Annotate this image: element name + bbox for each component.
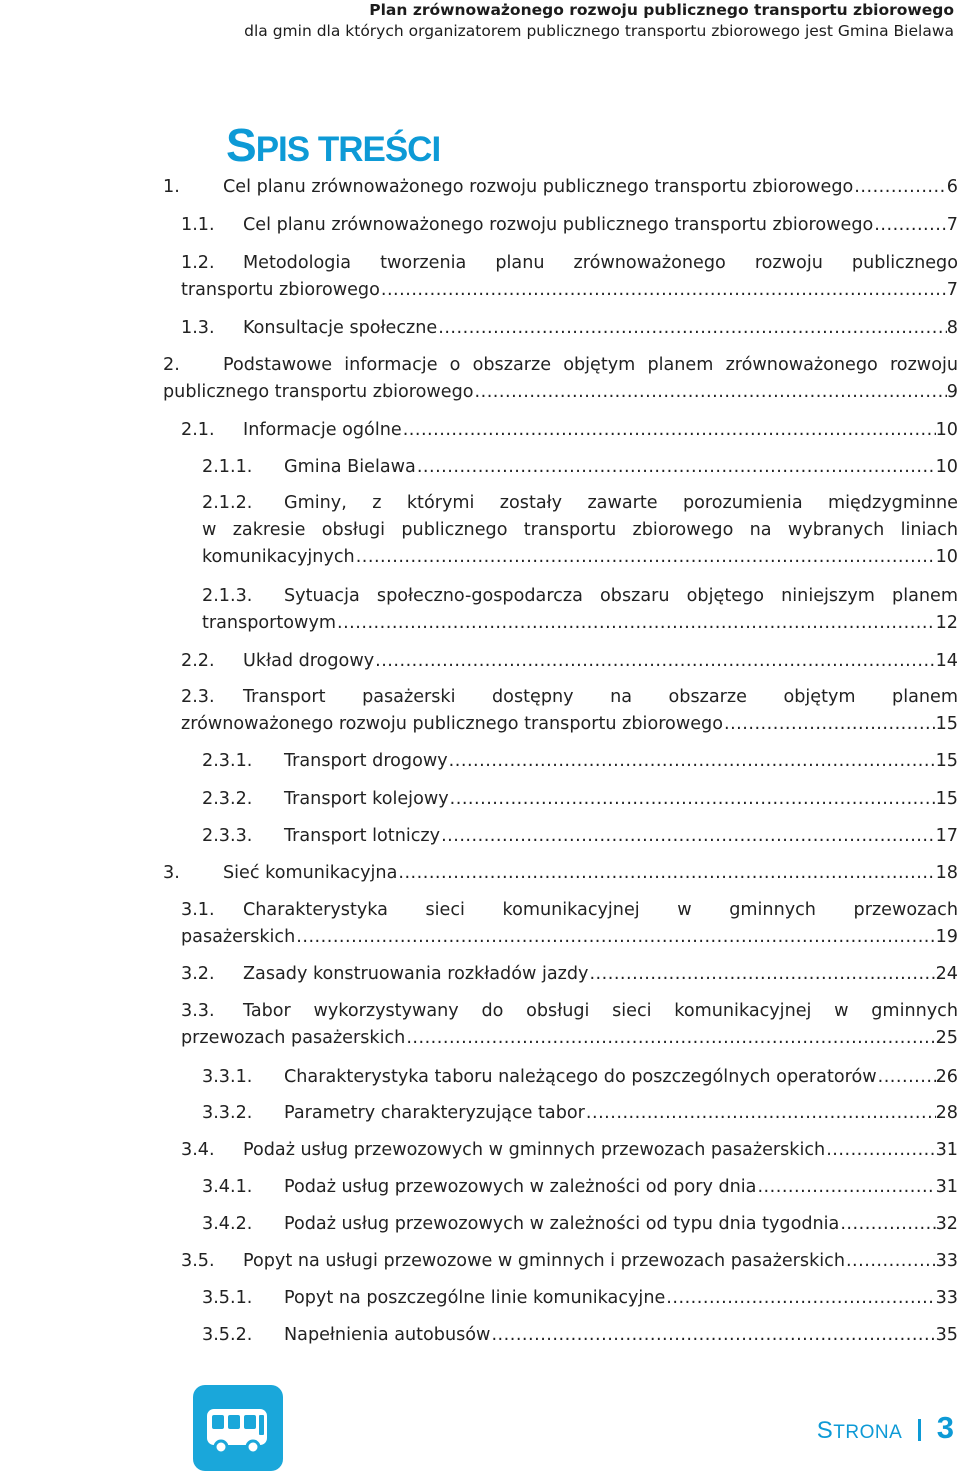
toc-entry[interactable] xyxy=(181,212,958,239)
toc-entry-text-line: w zakresie obsługi publicznego transportu zbiorowego na wybranych liniach xyxy=(202,520,958,540)
toc-entry-number: 2.1.3. xyxy=(202,586,253,606)
dot-leader xyxy=(474,379,947,406)
toc-entry-text: Podaż usług przewozowych w zależności od typu dnia tygodnia xyxy=(284,1214,840,1234)
toc-entry-page: 10 xyxy=(935,420,958,440)
toc-entry[interactable] xyxy=(202,1174,958,1201)
toc-entry-page: 15 xyxy=(935,714,958,734)
running-header xyxy=(244,0,954,42)
footer-label-initial: S xyxy=(816,1417,834,1444)
toc-entry-page: 24 xyxy=(935,964,958,984)
toc-entry-page: 9 xyxy=(946,382,958,402)
toc-entry-number: 1.2. xyxy=(181,253,215,273)
toc-entry-text: Napełnienia autobusów xyxy=(284,1325,491,1345)
toc-entry-number: 2.2. xyxy=(181,651,215,671)
dot-leader xyxy=(295,924,935,951)
toc-entry-text: Informacje ogólne xyxy=(243,420,402,440)
toc-entry-text: Zasady konstruowania rozkładów jazdy xyxy=(243,964,589,984)
dot-leader xyxy=(665,1285,935,1312)
toc-entry-page: 33 xyxy=(935,1288,958,1308)
footer-label xyxy=(817,1417,903,1445)
toc-entry[interactable] xyxy=(202,786,958,813)
toc-entry-text: Cel planu zrównoważonego rozwoju publicznego transportu zbiorowego xyxy=(223,177,854,197)
toc-entry[interactable] xyxy=(202,1285,958,1312)
dot-leader xyxy=(825,1137,935,1164)
toc-entry[interactable] xyxy=(181,897,958,951)
toc-heading xyxy=(226,118,440,172)
toc-entry[interactable] xyxy=(202,1100,958,1127)
toc-entry-page: 17 xyxy=(935,826,958,846)
toc-entry[interactable] xyxy=(181,417,958,444)
toc-entry[interactable] xyxy=(181,961,958,988)
toc-entry-page: 10 xyxy=(935,547,958,567)
toc-entry-page: 7 xyxy=(946,215,958,235)
dot-leader xyxy=(588,961,935,988)
toc-entry-number: 3.4.2. xyxy=(202,1214,253,1234)
toc-entry-text: publicznego transportu zbiorowego xyxy=(163,382,474,402)
dot-leader xyxy=(490,1322,935,1349)
toc-entry-number: 2.3.3. xyxy=(202,826,253,846)
toc-entry-number: 3.4. xyxy=(181,1140,215,1160)
toc-entry-number: 2.3. xyxy=(181,687,215,707)
toc-entry[interactable] xyxy=(181,648,958,675)
toc-entry-text: Transport kolejowy xyxy=(284,789,449,809)
dot-leader xyxy=(845,1248,936,1275)
toc-entry[interactable] xyxy=(163,174,958,201)
toc-entry-page: 6 xyxy=(946,177,958,197)
toc-entry-text: Charakterystyka taboru należącego do poszczególnych operatorów xyxy=(284,1067,877,1087)
toc-entry-page: 35 xyxy=(935,1325,958,1345)
toc-entry[interactable] xyxy=(202,823,958,850)
toc-entry[interactable] xyxy=(181,1248,958,1275)
dot-leader xyxy=(405,1025,935,1052)
toc-entry-text: Popyt na usługi przewozowe w gminnych i przewozach pasażerskich xyxy=(243,1251,845,1271)
toc-heading-initial: S xyxy=(226,119,256,171)
toc-entry-page: 28 xyxy=(935,1103,958,1123)
toc-entry-number: 2.3.2. xyxy=(202,789,253,809)
toc-entry[interactable] xyxy=(202,454,958,481)
toc-entry[interactable] xyxy=(202,748,958,775)
toc-entry-page: 25 xyxy=(935,1028,958,1048)
toc-entry-number: 2. xyxy=(163,355,180,375)
toc-entry-text: Transport drogowy xyxy=(284,751,448,771)
toc-entry[interactable] xyxy=(202,1322,958,1349)
toc-entry-text: pasażerskich xyxy=(181,927,296,947)
toc-entry-text-line: Metodologia tworzenia planu zrównoważonego rozwoju publicznego xyxy=(243,253,958,273)
toc-entry-number: 2.3.1. xyxy=(202,751,253,771)
toc-entry-page: 7 xyxy=(946,280,958,300)
dot-leader xyxy=(723,711,936,738)
dot-leader xyxy=(355,544,936,571)
dot-leader xyxy=(437,315,947,342)
toc-entry-number: 3.4.1. xyxy=(202,1177,253,1197)
toc-entry-text-line: Podstawowe informacje o obszarze objętym planem zrównoważonego rozwoju xyxy=(223,355,958,375)
dot-leader xyxy=(449,786,936,813)
toc-entry-number: 1.1. xyxy=(181,215,215,235)
toc-entry-text: komunikacyjnych xyxy=(202,547,355,567)
toc-entry[interactable] xyxy=(163,860,958,887)
header-subtitle: dla gmin dla których organizatorem publicznego transportu zbiorowego jest Gmina Bielawa xyxy=(244,22,954,40)
dot-leader xyxy=(585,1100,936,1127)
footer-label-rest: TRONA xyxy=(833,1422,903,1443)
toc-entry[interactable] xyxy=(181,1137,958,1164)
toc-entry-text: Układ drogowy xyxy=(243,651,375,671)
toc-entry-page: 12 xyxy=(935,613,958,633)
toc-entry-number: 3.2. xyxy=(181,964,215,984)
dot-leader xyxy=(402,417,936,444)
toc-entry[interactable] xyxy=(181,684,958,738)
toc-entry-text: Podaż usług przewozowych w gminnych przewozach pasażerskich xyxy=(243,1140,826,1160)
toc-entry-text: Podaż usług przewozowych w zależności od pory dnia xyxy=(284,1177,757,1197)
toc-entry-number: 1.3. xyxy=(181,318,215,338)
toc-entry-text-line: Charakterystyka sieci komunikacyjnej w gminnych przewozach xyxy=(243,900,958,920)
toc-entry-page: 31 xyxy=(935,1140,958,1160)
toc-entry-text: Parametry charakteryzujące tabor xyxy=(284,1103,585,1123)
toc-entry-number: 2.1.1. xyxy=(202,457,253,477)
toc-entry-number: 3.5.2. xyxy=(202,1325,253,1345)
dot-leader xyxy=(336,610,936,637)
page-footer xyxy=(817,1410,954,1446)
toc-entry-page: 32 xyxy=(935,1214,958,1234)
toc-entry-page: 14 xyxy=(935,651,958,671)
toc-entry[interactable] xyxy=(181,998,958,1052)
toc-heading-rest: PIS TREŚCI xyxy=(255,130,441,169)
dot-leader xyxy=(853,174,947,201)
toc-entry[interactable] xyxy=(163,352,958,406)
toc-entry[interactable] xyxy=(202,1064,958,1091)
toc-entry-text-line: Transport pasażerski dostępny na obszarze objętym planem xyxy=(243,687,958,707)
toc-entry-text: przewozach pasażerskich xyxy=(181,1028,406,1048)
toc-entry-text-line: Sytuacja społeczno-gospodarcza obszaru objętego niniejszym planem xyxy=(284,586,958,606)
toc-entry-number: 3.3.1. xyxy=(202,1067,253,1087)
dot-leader xyxy=(873,212,947,239)
toc-entry-page: 15 xyxy=(935,751,958,771)
toc-entry-page: 15 xyxy=(935,789,958,809)
toc-entry-text-line: Gminy, z którymi zostały zawarte porozumienia międzygminne xyxy=(284,493,958,513)
dot-leader xyxy=(374,648,935,675)
toc-entry-text: transportu zbiorowego xyxy=(181,280,380,300)
toc-entry[interactable] xyxy=(202,1211,958,1238)
toc-entry[interactable] xyxy=(181,315,958,342)
toc-entry-text: zrównoważonego rozwoju publicznego transportu zbiorowego xyxy=(181,714,723,734)
toc-entry-text: Sieć komunikacyjna xyxy=(223,863,398,883)
toc-entry-number: 3. xyxy=(163,863,180,883)
toc-entry-number: 1. xyxy=(163,177,180,197)
toc-entry-text: Konsultacje społeczne xyxy=(243,318,438,338)
toc-entry-number: 2.1.2. xyxy=(202,493,253,513)
toc-entry-number: 2.1. xyxy=(181,420,215,440)
toc-entry[interactable] xyxy=(202,583,958,637)
toc-entry[interactable] xyxy=(181,250,958,304)
toc-entry-text: transportowym xyxy=(202,613,336,633)
toc-entry-number: 3.3.2. xyxy=(202,1103,253,1123)
dot-leader xyxy=(756,1174,935,1201)
toc-entry-text: Cel planu zrównoważonego rozwoju publicznego transportu zbiorowego xyxy=(243,215,874,235)
toc-entry[interactable] xyxy=(202,490,958,571)
page-number: 3 xyxy=(936,1410,954,1445)
toc-entry-text: Transport lotniczy xyxy=(284,826,441,846)
dot-leader xyxy=(448,748,936,775)
toc-entry-page: 8 xyxy=(946,318,958,338)
toc-entry-text: Popyt na poszczególne linie komunikacyjne xyxy=(284,1288,666,1308)
toc-entry-page: 31 xyxy=(935,1177,958,1197)
dot-leader xyxy=(839,1211,935,1238)
toc-entry-page: 19 xyxy=(935,927,958,947)
toc-entry-number: 3.1. xyxy=(181,900,215,920)
toc-entry-number: 3.5. xyxy=(181,1251,215,1271)
dot-leader xyxy=(397,860,935,887)
dot-leader xyxy=(877,1064,936,1091)
dot-leader xyxy=(416,454,936,481)
toc-entry-text-line: Tabor wykorzystywany do obsługi sieci komunikacyjnej w gminnych xyxy=(243,1001,958,1021)
toc-entry-number: 3.3. xyxy=(181,1001,215,1021)
toc-entry-number: 3.5.1. xyxy=(202,1288,253,1308)
footer-divider xyxy=(918,1419,921,1441)
toc-entry-page: 18 xyxy=(935,863,958,883)
bus-icon xyxy=(193,1385,283,1471)
toc-entry-page: 33 xyxy=(935,1251,958,1271)
header-title: Plan zrównoważonego rozwoju publicznego transportu zbiorowego xyxy=(369,1,954,19)
dot-leader xyxy=(440,823,936,850)
toc-entry-page: 10 xyxy=(935,457,958,477)
toc-entry-page: 26 xyxy=(935,1067,958,1087)
dot-leader xyxy=(380,277,947,304)
toc-entry-text: Gmina Bielawa xyxy=(284,457,416,477)
